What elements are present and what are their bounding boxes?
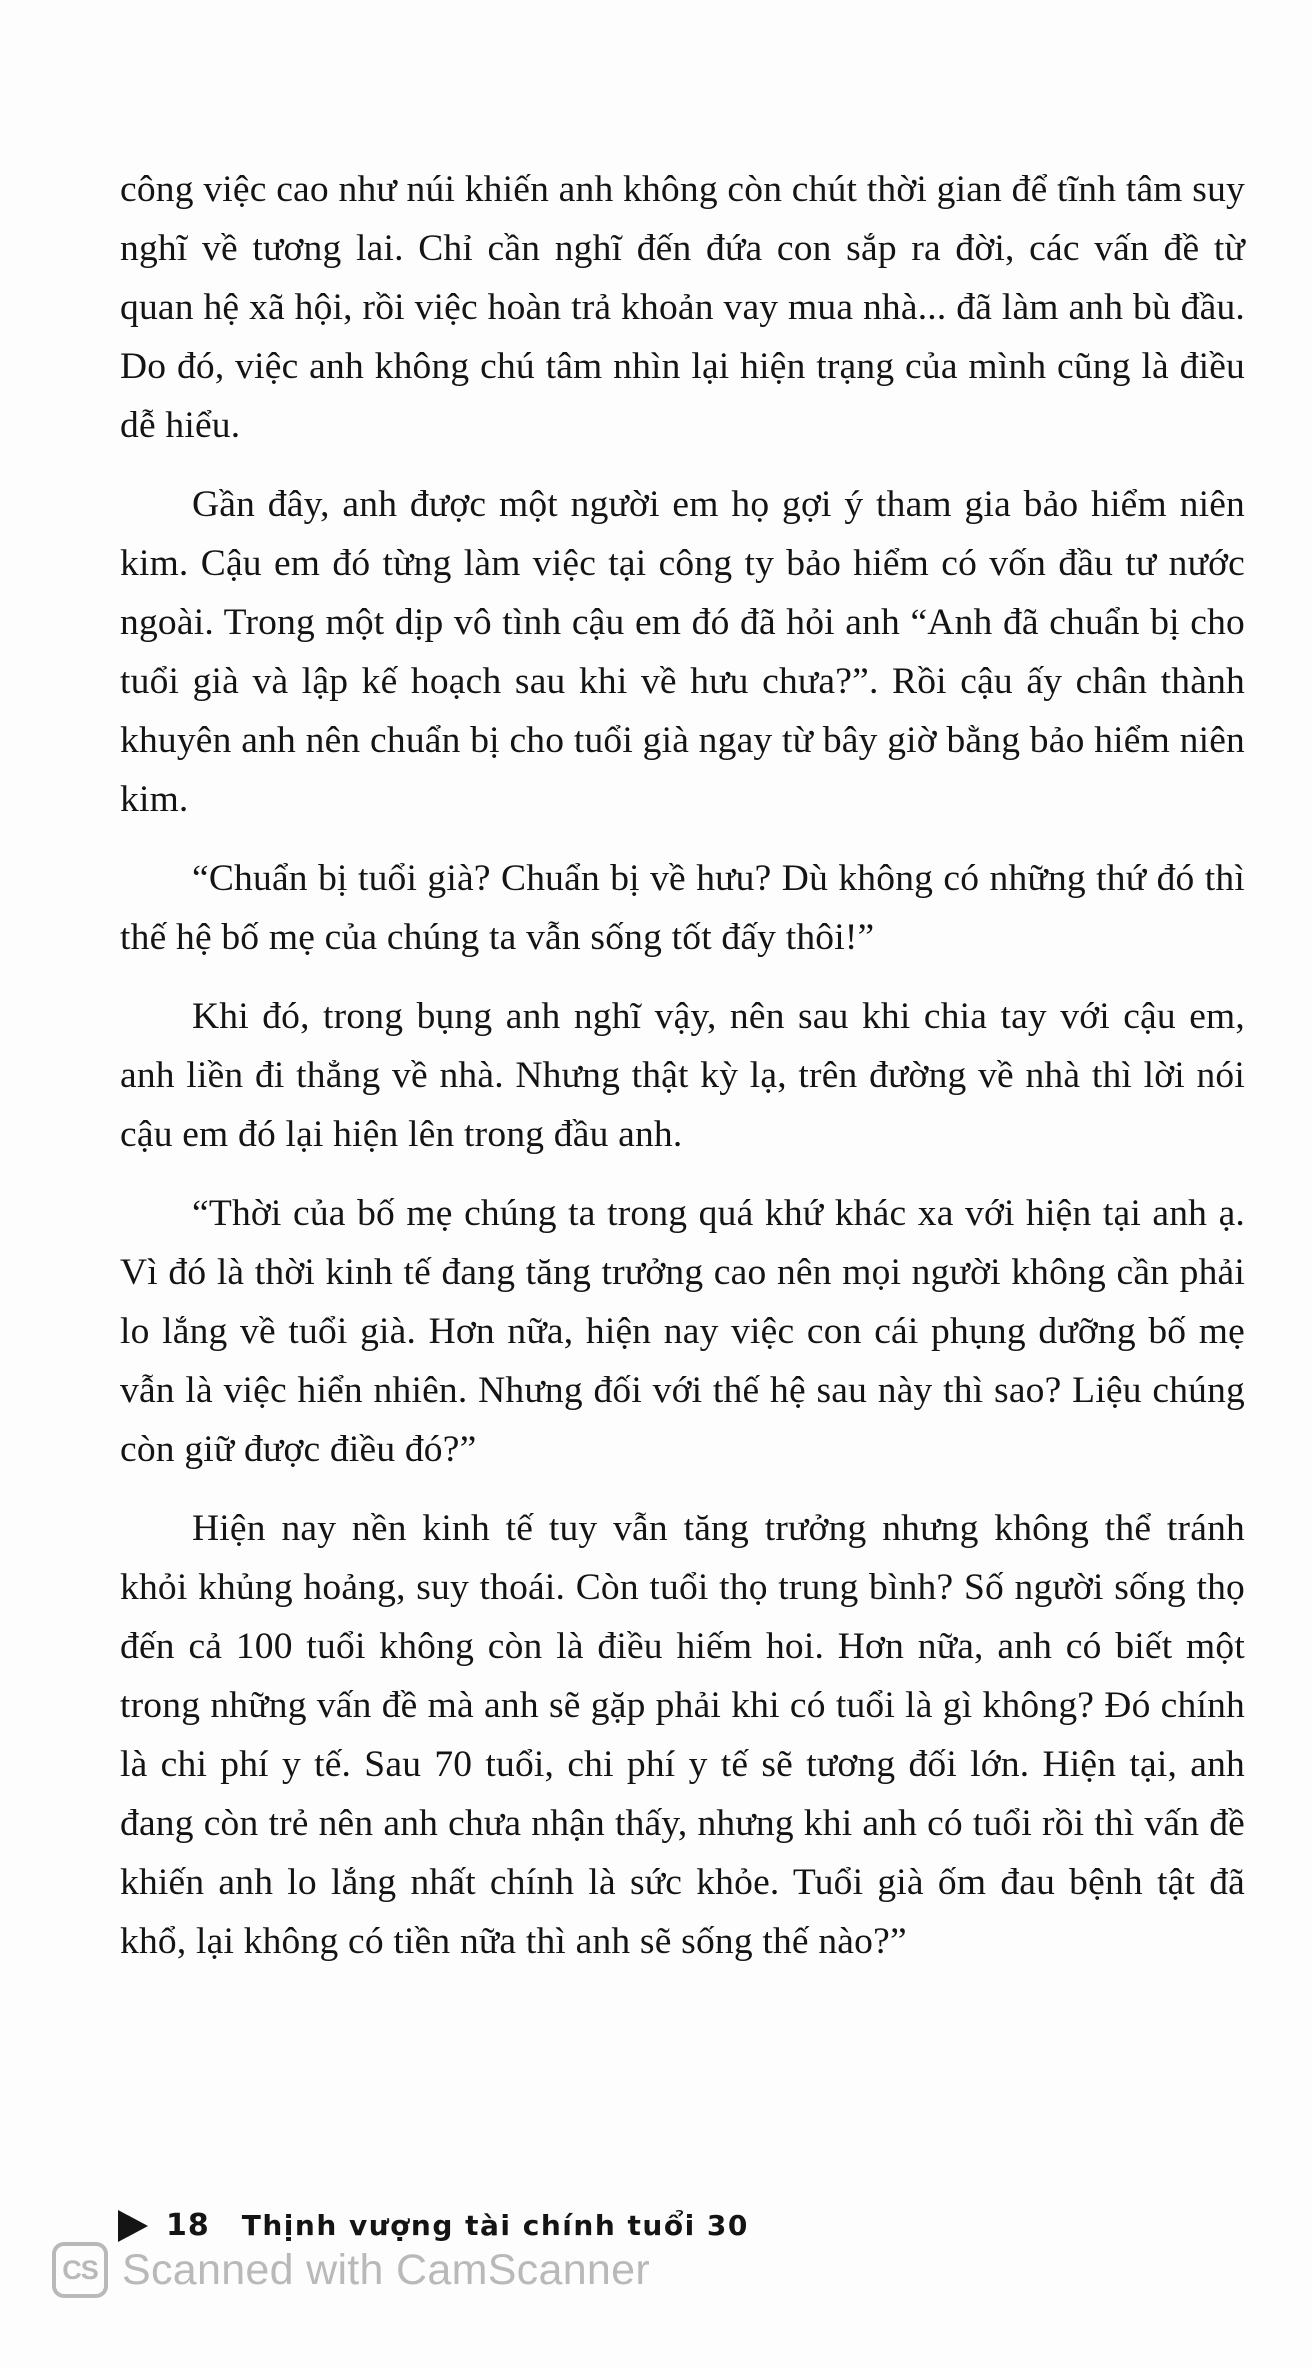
paragraph-1: công việc cao như núi khiến anh không còn chút thời gian để tĩnh tâm suy nghĩ về tương lai. Chỉ cần nghĩ đến đứa con sắp ra đời, các vấn đề từ quan hệ xã hội, rồi việc hoàn trả khoản vay mua nhà... đã làm anh bù đầu. Do đó, việc anh không chú tâm nhìn lại hiện trạng của mình cũng là điều dễ hiểu.: [120, 169, 1245, 446]
paragraph-3: “Chuẩn bị tuổi già? Chuẩn bị về hưu? Dù không có những thứ đó thì thế hệ bố mẹ của chúng ta vẫn sống tốt đấy thôi!”: [120, 858, 1245, 958]
page-number: 18: [166, 2208, 210, 2243]
camscanner-logo-icon: CS: [52, 2242, 108, 2298]
paragraph-4: Khi đó, trong bụng anh nghĩ vậy, nên sau khi chia tay với cậu em, anh liền đi thẳng về nhà. Nhưng thật kỳ lạ, trên đường về nhà thì lời nói cậu em đó lại hiện lên trong đầu anh.: [120, 996, 1245, 1155]
watermark-text: Scanned with CamScanner: [122, 2245, 650, 2294]
paragraph-2: Gần đây, anh được một người em họ gợi ý tham gia bảo hiểm niên kim. Cậu em đó từng làm việc tại công ty bảo hiểm có vốn đầu tư nước ngoài. Trong một dịp vô tình cậu em đó đã hỏi anh “Anh đã chuẩn bị cho tuổi già và lập kế hoạch sau khi về hưu chưa?”. Rồi cậu ấy chân thành khuyên anh nên chuẩn bị cho tuổi già ngay từ bây giờ bằng bảo hiểm niên kim.: [120, 484, 1245, 820]
arrow-icon: [118, 2210, 148, 2242]
paragraph-5: “Thời của bố mẹ chúng ta trong quá khứ khác xa với hiện tại anh ạ. Vì đó là thời kinh tế đang tăng trưởng cao nên mọi người không cần phải lo lắng về tuổi già. Hơn nữa, hiện nay việc con cái phụng dưỡng bố mẹ vẫn là việc hiển nhiên. Nhưng đối với thế hệ sau này thì sao? Liệu chúng còn giữ được điều đó?”: [120, 1193, 1245, 1470]
scanner-watermark: [52, 2242, 650, 2298]
page-footer: [118, 2208, 749, 2243]
body-text: [120, 160, 1245, 1991]
paragraph-6: Hiện nay nền kinh tế tuy vẫn tăng trưởng nhưng không thể tránh khỏi khủng hoảng, suy thoái. Còn tuổi thọ trung bình? Số người sống thọ đến cả 100 tuổi không còn là điều hiếm hoi. Hơn nữa, anh có biết một trong những vấn đề mà anh sẽ gặp phải khi có tuổi là gì không? Đó chính là chi phí y tế. Sau 70 tuổi, chi phí y tế sẽ tương đối lớn. Hiện tại, anh đang còn trẻ nên anh chưa nhận thấy, nhưng khi anh có tuổi rồi thì vấn đề khiến anh lo lắng nhất chính là sức khỏe. Tuổi già ốm đau bệnh tật đã khổ, lại không có tiền nữa thì anh sẽ sống thế nào?”: [120, 1508, 1245, 1962]
book-title: Thịnh vượng tài chính tuổi 30: [241, 2209, 749, 2242]
